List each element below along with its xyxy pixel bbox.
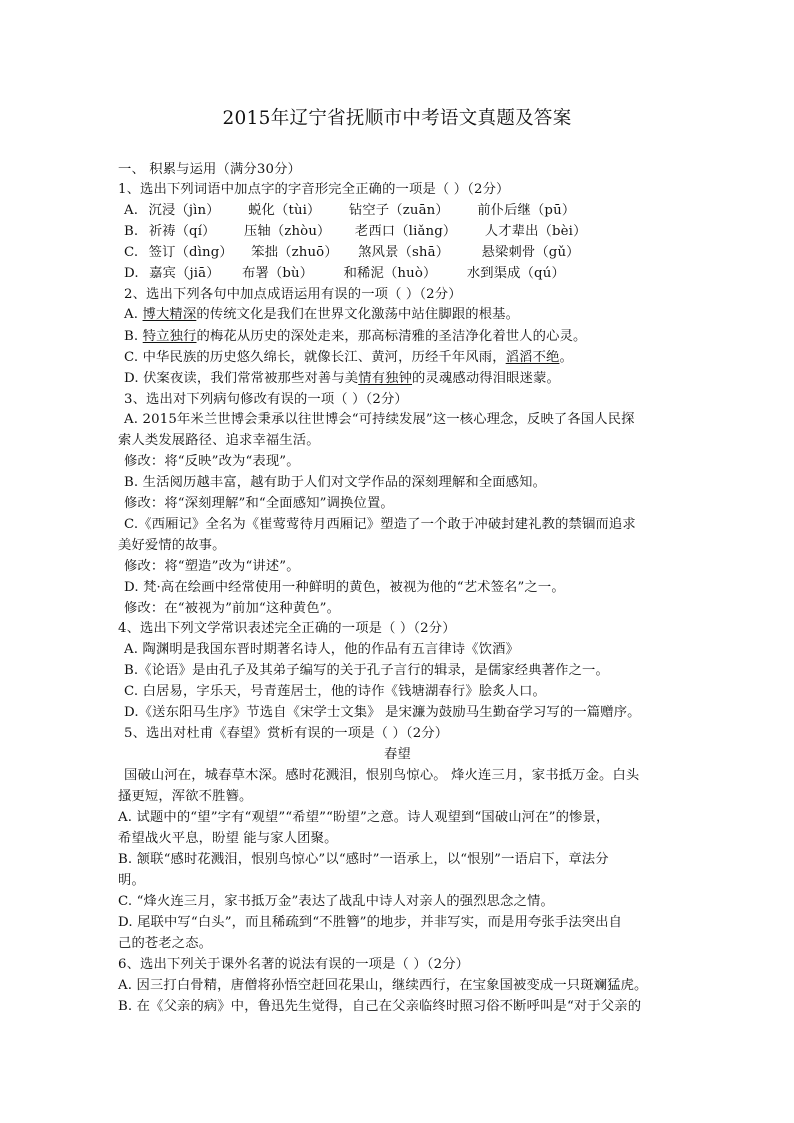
q4-option-b: B.《论语》是由孔子及其弟子编写的关于孔子言行的辑录，是儒家经典著作之一。 (124, 663, 609, 678)
q3-option-a-line2: 索人类发展路径、追求幸福生活。 (118, 433, 320, 448)
q3-option-d: D. 梵·高在绘画中经常使用一种鲜明的黄色，被视为他的“艺术签名”之一。 (124, 580, 565, 595)
poem-title: 春望 (384, 747, 411, 762)
q5-option-d-line2: 己的苍老之态。 (118, 936, 213, 951)
q5-option-b-line1: B. 颔联“感时花溅泪，恨别鸟惊心”以“感时”一语承上，以“恨别”一语启下，章法分 (118, 852, 609, 867)
q3-option-b-fix: 修改：将“深刻理解”和“全面感知”调换位置。 (124, 496, 394, 511)
question-5-stem: 5、选出对杜甫《春望》赏析有误的一项是（ ）（2分） (124, 726, 449, 741)
q5-option-a-line2: 希望战火平息，盼望 能与家人团聚。 (118, 831, 338, 846)
q4-option-d: D.《送东阳马生序》节选自《宋学士文集》 是宋濂为鼓励马生勤奋学习写的一篇赠序。 (124, 705, 641, 720)
q5-option-b-line2: 明。 (118, 873, 145, 888)
q2-option-c: C. 中华民族的历史悠久绵长，就像长江、黄河，历经千年风雨，滔滔不绝。 (124, 350, 573, 365)
q2-option-d: D. 伏案夜读，我们常常被那些对善与美情有独钟的灵魂感动得泪眼迷蒙。 (124, 371, 560, 386)
q1-option-d: D. 嘉宾（jiā） 布署（bù） 和稀泥（huò） 水到渠成（qú） (124, 266, 565, 281)
question-3-stem: 3、选出对下列病句修改有误的一项（ ）（2分） (124, 392, 408, 407)
q5-option-c: C. “烽火连三月，家书抵万金”表达了战乱中诗人对亲人的强烈思念之情。 (118, 894, 554, 909)
q6-option-a: A. 因三打白骨精，唐僧将孙悟空赶回花果山，继续西行，在宝象国被变成一只斑斓猛虎。 (118, 978, 648, 993)
question-6-stem: 6、选出下列关于课外名著的说法有误的一项是（ ）（2分） (118, 957, 470, 972)
q3-option-d-fix: 修改：在“被视为”前加“这种黄色”。 (124, 601, 341, 616)
section-heading: 一、 积累与运用（满分30分） (118, 162, 301, 177)
question-1-stem: 1、选出下列词语中加点字的字音形完全正确的一项是（ ）（2分） (118, 182, 510, 197)
question-4-stem: 4、选出下列文学常识表述完全正确的一项是（ ）（2分） (118, 621, 456, 636)
q3-option-c-line1: C.《西厢记》全名为《崔莺莺待月西厢记》塑造了一个敢于冲破封建礼教的禁锢而追求 (124, 517, 636, 532)
q3-option-c-fix: 修改：将“塑造”改为“讲述”。 (124, 559, 300, 574)
question-2-stem: 2、选出下列各句中加点成语运用有误的一项（ ）（2分） (124, 287, 462, 302)
q2-option-a: A. 博大精深的传统文化是我们在世界文化激荡中站住脚跟的根基。 (124, 307, 520, 322)
q1-option-a: A. 沉浸（jìn） 蜕化（tùi） 钻空子（zuān） 前仆后继（pū） (124, 203, 576, 218)
q3-option-a-fix: 修改：将“反映”改为“表现”。 (124, 454, 300, 469)
poem-line-2: 搔更短，浑欲不胜簪。 (118, 789, 253, 804)
q3-option-b: B. 生活阅历越丰富，越有助于人们对文学作品的深刻理解和全面感知。 (124, 475, 547, 490)
q3-option-c-line2: 美好爱情的故事。 (118, 538, 226, 553)
q5-option-a-line1: A. 试题中的“望”字有“观望”“希望”“盼望”之意。诗人观望到“国破山河在”的惨景， (118, 810, 610, 825)
poem-line-1: 国破山河在，城春草木深。感时花溅泪，恨别鸟惊心。 烽火连三月，家书抵万金。白头 (124, 768, 640, 783)
q1-option-c: C. 签订（dìng） 笨拙（zhuō） 煞风景（shā） 悬梁刺骨（gǔ） (124, 245, 580, 260)
q1-option-b: B. 祈祷（qí） 压轴（zhòu） 老西口（liǎng） 人才辈出（bèi） (124, 224, 587, 239)
q4-option-c: C. 白居易，字乐天，号青莲居士，他的诗作《钱塘湖春行》脍炙人口。 (124, 684, 547, 699)
q6-option-b: B. 在《父亲的病》中，鲁迅先生觉得，自己在父亲临终时照习俗不断呼叫是“对于父亲的 (118, 999, 642, 1014)
q5-option-d-line1: D. 尾联中写“白头”，而且稀疏到“不胜簪”的地步，并非写实，而是用夸张手法突出自 (118, 915, 623, 930)
q2-option-b: B. 特立独行的梅花从历史的深处走来，那高标清雅的圣洁净化着世人的心灵。 (124, 329, 587, 344)
q3-option-a-line1: A. 2015年米兰世博会秉承以往世博会“可持续发展”这一核心理念，反映了各国人民探 (124, 412, 635, 427)
q4-option-a: A. 陶渊明是我国东晋时期著名诗人，他的作品有五言律诗《饮酒》 (124, 642, 520, 657)
page-title: 2015年辽宁省抚顺市中考语文真题及答案 (222, 108, 572, 129)
